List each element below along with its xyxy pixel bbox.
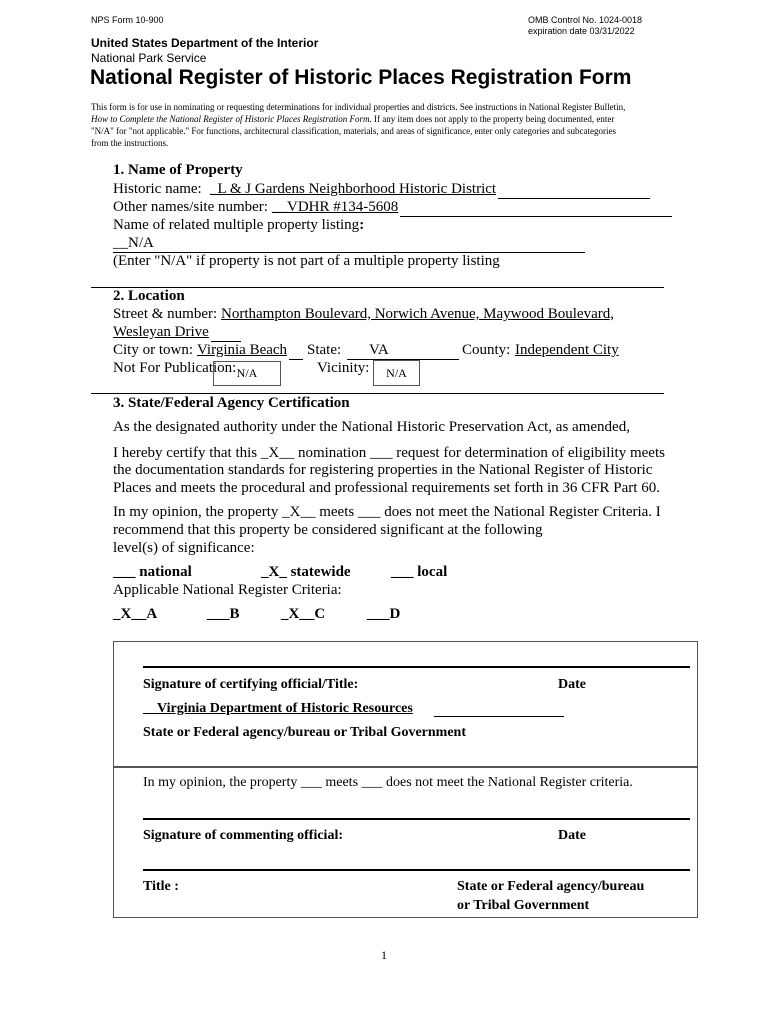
vicinity-value: N/A	[386, 365, 407, 380]
other-names-label: Other names/site number:	[113, 199, 268, 215]
opinion-line-2: recommend that this property be considered significant at the following	[113, 522, 543, 538]
street-value-2[interactable]: Wesleyan Drive	[113, 324, 209, 340]
commenting-date-label: Date	[558, 828, 586, 843]
publication-value: N/A	[236, 366, 258, 380]
service-name: National Park Service	[91, 51, 207, 65]
intro-line-3: "N/A" for "not applicable." For functions, architectural classification, materials, and areas of significance, enter only categories and subcategories	[91, 126, 617, 136]
state-label: State:	[307, 342, 342, 358]
authority-text: As the designated authority under the National Historic Preservation Act, as amended,	[113, 419, 630, 435]
certify-line-3: Places and meets the procedural and professional requirements set forth in 36 CFR Part 60.	[113, 480, 660, 496]
agency-label-2b: or Tribal Government	[457, 898, 590, 913]
intro-line-2-rest: If any item does not apply to the property being documented, enter	[371, 114, 615, 124]
criteria-b[interactable]: ___B	[207, 606, 240, 622]
certifying-signature-label: Signature of certifying official/Title:	[143, 677, 359, 692]
department-name: United States Department of the Interior	[91, 36, 319, 50]
page-number: 1	[381, 948, 387, 962]
city-label: City or town:	[113, 342, 194, 358]
county-value[interactable]: Independent City	[515, 342, 619, 358]
vicinity-field[interactable]	[373, 360, 420, 386]
vicinity-label: Vicinity:	[317, 360, 370, 376]
certifying-signature-line[interactable]	[143, 666, 690, 668]
opinion-line-3: level(s) of significance:	[113, 540, 255, 556]
commenting-signature-label: Signature of commenting official:	[143, 828, 343, 843]
certify-line-1: I hereby certify that this _X__ nomination ___ request for determination of eligibility meets	[113, 445, 665, 461]
street-label: Street & number:	[113, 306, 218, 322]
criteria-d[interactable]: ___D	[367, 606, 401, 622]
city-value[interactable]: Virginia Beach	[197, 342, 288, 358]
level-statewide[interactable]: _X_ statewide	[261, 564, 351, 580]
certifying-date-label: Date	[558, 677, 586, 692]
section-2-heading: 2. Location	[113, 288, 185, 304]
criteria-a[interactable]: _X__A	[113, 606, 158, 622]
section-3-heading: 3. State/Federal Agency Certification	[113, 395, 350, 411]
agency-label: State or Federal agency/bureau or Tribal Government	[143, 725, 467, 740]
criteria-c[interactable]: _X__C	[281, 606, 326, 622]
form-number: NPS Form 10-900	[91, 15, 164, 25]
expiration-date: expiration date 03/31/2022	[528, 26, 635, 36]
commenting-opinion: In my opinion, the property ___ meets ___ does not meet the National Register criteria.	[143, 775, 633, 790]
multiple-listing-label: Name of related multiple property listing:	[113, 217, 365, 233]
publication-field[interactable]	[213, 361, 281, 386]
intro-line-4: from the instructions.	[91, 138, 169, 148]
intro-italic: How to Complete the National Register of Historic Places Registration Form.	[91, 114, 372, 124]
section-1-heading: 1. Name of Property	[113, 162, 243, 178]
intro-line-2	[91, 114, 614, 124]
certify-line-2: the documentation standards for registering properties in the National Register of Historic	[113, 462, 653, 478]
county-label: County:	[462, 342, 511, 358]
commenting-signature-line[interactable]	[143, 818, 690, 820]
state-value[interactable]: VA	[369, 342, 389, 358]
other-names-value[interactable]: __VDHR #134-5608	[272, 199, 399, 215]
omb-number: OMB Control No. 1024-0018	[528, 15, 643, 25]
page-title: National Register of Historic Places Registration Form	[90, 66, 632, 89]
title-line[interactable]	[143, 869, 690, 871]
publication-label: Not For Publication:	[113, 360, 237, 376]
title-label: Title :	[143, 879, 179, 894]
street-value-1[interactable]: Northampton Boulevard, Norwich Avenue, Maywood Boulevard,	[221, 306, 614, 322]
opinion-line-1: In my opinion, the property _X__ meets ___ does not meet the National Register Criteria. I	[113, 504, 661, 520]
intro-line-1: This form is for use in nominating or requesting determinations for individual properties and districts. See instructions in National Register Bulletin,	[91, 102, 626, 112]
level-local[interactable]: ___ local	[391, 564, 448, 580]
historic-name-label: Historic name:	[113, 181, 202, 197]
multiple-listing-value[interactable]: __N/A	[113, 235, 154, 251]
agency-label-2a: State or Federal agency/bureau	[457, 879, 645, 894]
historic-name-value[interactable]: _L & J Gardens Neighborhood Historic District	[210, 181, 497, 197]
level-national[interactable]: ___ national	[113, 564, 192, 580]
agency-value[interactable]: __Virginia Department of Historic Resources	[143, 701, 413, 716]
criteria-label: Applicable National Register Criteria:	[113, 582, 342, 598]
multiple-listing-note: (Enter "N/A" if property is not part of a multiple property listing	[113, 253, 500, 269]
